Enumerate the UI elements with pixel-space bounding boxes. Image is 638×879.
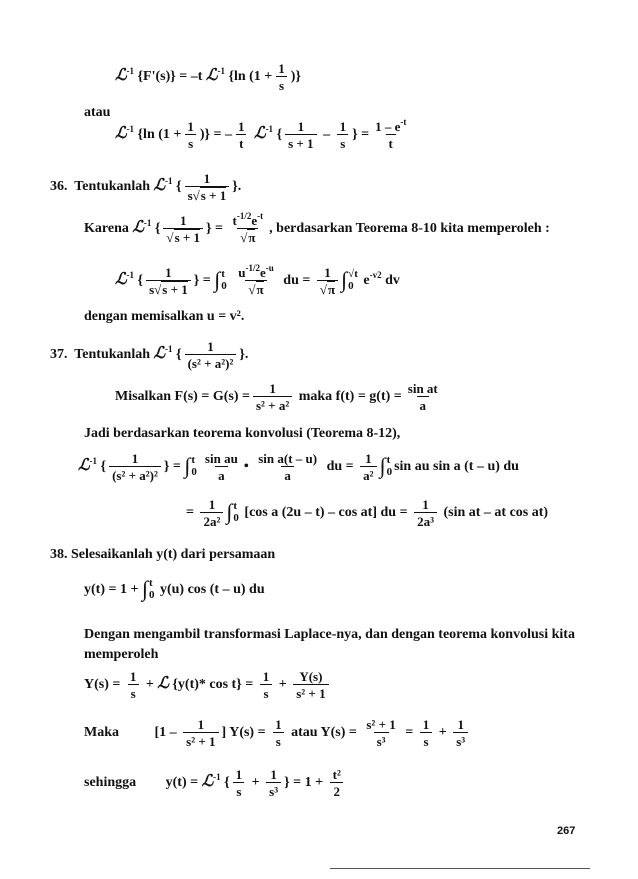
karena-line: Karena ℒ$^{-1}$ { $\frac{1}{√s + 1}$ } = $\frac{t^{-1/2}e^{-t}}{√\pi}$ , berdasarkan Teorema 8-10 kita memperoleh : bbox=[84, 211, 550, 245]
eq-laplace-derivative: ℒ$^{-1}$ {F'(s)} = –t ℒ$^{-1}$ {ln (1 + $\frac{1}{s}$ )} bbox=[115, 61, 301, 93]
eq-transform: Y(s) = $\frac{1}{s}$ + ℒ {y(t)* cos t} = $\frac{1}{s}$ + $\frac{Y(s)}{\text{s² + 1}}$ bbox=[84, 670, 332, 700]
problem-38: 38. Selesaikanlah y(t) dari persamaan bbox=[50, 547, 276, 562]
memisalkan-line: dengan memisalkan u = v². bbox=[84, 309, 245, 324]
sehingga-line: sehingga y(t) = ℒ$^{-1}$ { $\frac{1}{s}$ + $\frac{1}{\text{s³}}$ } = 1 + $\frac{\text{t²}}{2}$ bbox=[84, 768, 347, 798]
problem-37: 37. Tentukanlah ℒ$^{-1}$ { $\frac{1}{\text{(s² + a²)²}}$ }. bbox=[50, 339, 249, 371]
atau-label: atau bbox=[84, 105, 111, 120]
maka-line: Maka [1 – $\frac{1}{\text{s² + 1}}$ ] Y(s) = $\frac{1}{s}$ atau Y(s) = $\frac{\text{s² + 1}}{\text{s³}}$ = $\frac{1}{s}$ + $\frac{1}{\text{s³}}$ bbox=[84, 718, 471, 748]
problem-36: 36. Tentukanlah ℒ$^{-1}$ { $\frac{1}{s√s + 1}$ }. bbox=[50, 171, 242, 203]
eq-integral-sqrt: ℒ$^{-1}$ { $\frac{1}{s√s + 1}$ } = ∫ t 0 $\frac{u^{-1/2}e^{-u}}{√\pi}$ du = $\frac{1}{√\pi}$ ∫ √t 0 $e^{-v2}$ dv bbox=[115, 263, 400, 297]
bottom-rule bbox=[330, 868, 590, 869]
eq-convolution-result: = $\frac{1}{\text{2a²}}$ ∫ t 0 [cos a (2u – t) – cos at] du = $\frac{1}{\text{2a³}}$ (sin at – at cos at) bbox=[186, 497, 549, 529]
eq-convolution: ℒ$^{-1}$ { $\frac{1}{\text{(s² + a²)²}}$ } = ∫ t 0 $\frac{\text{sin au}}{a}$ • $\frac{\text{sin a(t – u)}}{a}$ du = $\frac{1}{\text{a²}}$ ∫ t 0 sin au sin a (t – u) du bbox=[78, 451, 519, 483]
transformasi-line-2: memperoleh bbox=[84, 647, 159, 662]
jadi-line: Jadi berdasarkan teorema konvolusi (Teorema 8-12), bbox=[84, 426, 401, 441]
eq-inverse-log: ℒ$^{-1}$ {ln (1 + $\frac{1}{s}$ )} = – $\frac{1}{t}$ ℒ$^{-1}$ { $\frac{1}{s + 1}$ – $\frac{1}{s}$ } = $\frac{1 - e^{-t}}{t}$ bbox=[115, 117, 407, 151]
misalkan-line: Misalkan F(s) = G(s) = $\frac{1}{\text{s² + a²}}$ maka f(t) = g(t) = $\frac{\text{sin at}}{a}$ bbox=[115, 381, 438, 413]
page-number: 267 bbox=[557, 825, 576, 837]
eq-volterra: y(t) = 1 + ∫ t 0 y(u) cos (t – u) du bbox=[84, 576, 265, 601]
transformasi-line-1: Dengan mengambil transformasi Laplace-nya, dan dengan teorema konvolusi kita bbox=[84, 627, 575, 642]
